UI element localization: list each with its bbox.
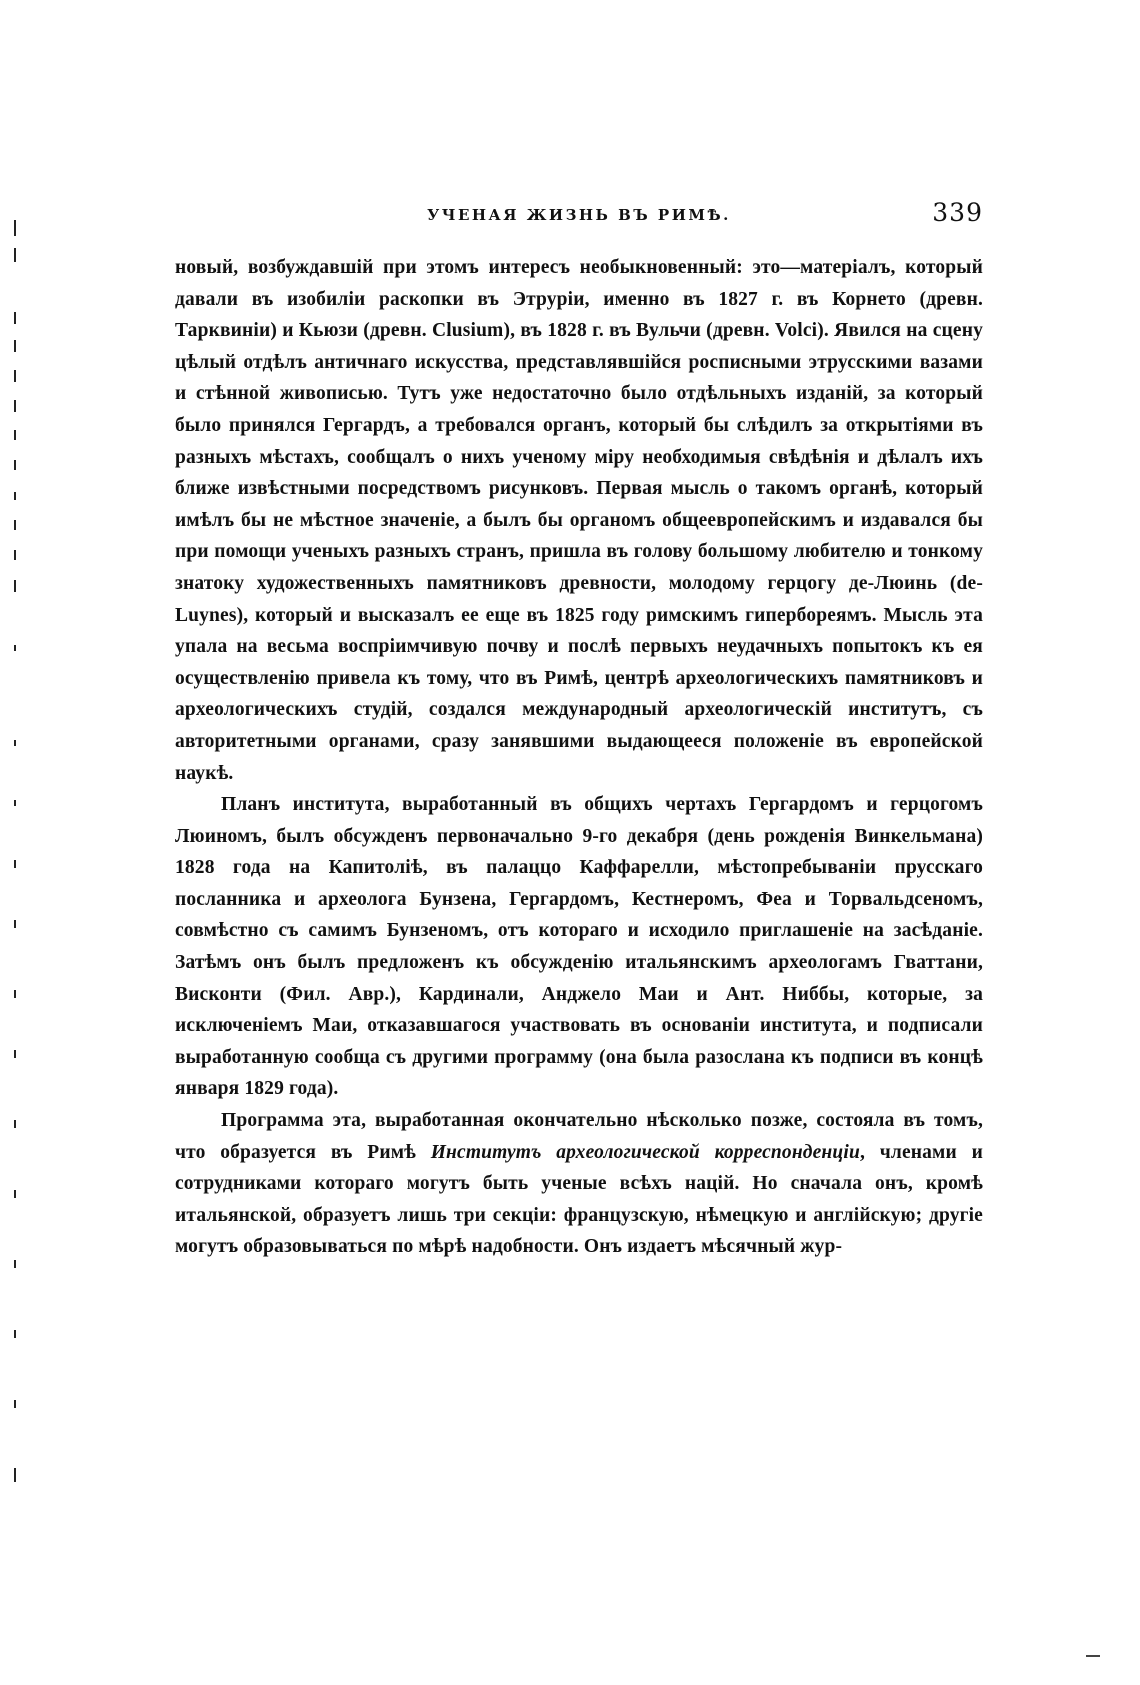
margin-mark (14, 248, 16, 262)
margin-mark (14, 990, 16, 998)
margin-mark (14, 492, 16, 500)
margin-mark (14, 340, 16, 352)
margin-mark (14, 1120, 16, 1128)
margin-mark (14, 645, 16, 651)
scan-margin-marks (10, 220, 22, 1520)
paragraph (175, 1105, 983, 1263)
margin-mark (14, 740, 16, 746)
margin-mark (14, 920, 16, 928)
body-text (175, 252, 983, 1263)
margin-mark (14, 312, 16, 324)
paragraph-text: Программа эта, выработанная окончательно нѣсколько позже, состояла въ томъ, что образуется въ Римѣ (175, 1110, 983, 1163)
margin-mark (14, 1330, 16, 1338)
margin-mark (14, 580, 16, 592)
paragraph-text: новый, возбуждавшій при этомъ интересъ необыкновенный: это—матеріалъ, который давали въ изобиліи раскопки въ Этруріи, именно въ 1827 г. въ Корнето (древн. Тарквиніи) и Кьюзи (древн. Clusium), въ 1828 г. въ Вульчи (древн. Volci). Явился на сцену цѣлый отдѣлъ античнаго искусства, представлявшійся росписными этрусскими вазами и стѣнной живописью. Тутъ уже недостаточно было отдѣльныхъ изданій, за который было принялся Гергардъ, а требовался органъ, который бы слѣдилъ за открытіями въ разныхъ мѣстахъ, сообщалъ о нихъ ученому міру необходимыя свѣдѣнія и дѣлалъ ихъ ближе извѣстными посредствомъ рисунковъ. Первая мысль о такомъ органѣ, который имѣлъ бы не мѣстное значеніе, а былъ бы органомъ общеевропейскимъ и издавался бы при помощи ученыхъ разныхъ странъ, пришла въ голову большому любителю и тонкому знатоку художественныхъ памятниковъ древности, молодому герцогу де-Люинь (de-Luynes), который и высказалъ ее еще въ 1825 году римскимъ гипербореямъ. Мысль эта упала на весьма воспріимчивую почву и послѣ первыхъ неудачныхъ попытокъ къ ея осуществленію привела къ тому, что въ Римѣ, центрѣ археологическихъ памятниковъ и археологическихъ студій, создался международный археологическій институтъ, съ авторитетными органами, сразу занявшими выдающееся положеніе въ европейской наукѣ. (175, 257, 983, 784)
paragraph-text: , членами и сотрудниками котораго могутъ быть ученые всѣхъ націй. Но сначала онъ, кромѣ итальянской, образуетъ лишь три секціи: французскую, нѣмецкую и англійскую; другіе могутъ образовываться по мѣрѣ надобности. Онъ издаетъ мѣсячный жур- (175, 1141, 983, 1258)
margin-mark (14, 1260, 16, 1268)
scan-edge-mark (1086, 1655, 1100, 1657)
margin-mark (14, 520, 16, 530)
running-head (175, 198, 983, 238)
margin-mark (14, 550, 16, 560)
margin-mark (14, 400, 16, 412)
margin-mark (14, 430, 16, 440)
margin-mark (14, 220, 16, 236)
italic-text: Институтъ археологической корреспонденціи (430, 1141, 860, 1163)
paragraph (175, 252, 983, 789)
margin-mark (14, 800, 16, 806)
margin-mark (14, 1050, 16, 1058)
paragraph-text: Планъ института, выработанный въ общихъ чертахъ Гергардомъ и герцогомъ Люиномъ, былъ обсужденъ первоначально 9-го декабря (день рожденія Винкельмана) 1828 года на Капитоліѣ, въ палаццо Каффарелли, мѣстопребываніи прусскаго посланника и археолога Бунзена, Гергардомъ, Кестнеромъ, Феа и Торвальдсеномъ, совмѣстно съ самимъ Бунзеномъ, отъ котораго и исходило приглашеніе на засѣданіе. Затѣмъ онъ былъ предложенъ къ обсужденію итальянскимъ археологамъ Гваттани, Висконти (Фил. Авр.), Кардинали, Анджело Маи и Ант. Ниббы, которые, за исключеніемъ Маи, отказавшагося участвовать въ основаніи института, и подписали выработанную сообща съ другими программу (она была разослана къ подписи въ концѣ января 1829 года). (175, 794, 983, 1100)
running-title: УЧЕНАЯ ЖИЗНЬ ВЪ РИМѢ. (427, 206, 731, 224)
paragraph (175, 789, 983, 1105)
margin-mark (14, 860, 16, 868)
margin-mark (14, 370, 16, 382)
margin-mark (14, 1190, 16, 1198)
page-number: 339 (932, 198, 983, 227)
margin-mark (14, 1468, 16, 1482)
margin-mark (14, 1400, 16, 1408)
margin-mark (14, 460, 16, 470)
